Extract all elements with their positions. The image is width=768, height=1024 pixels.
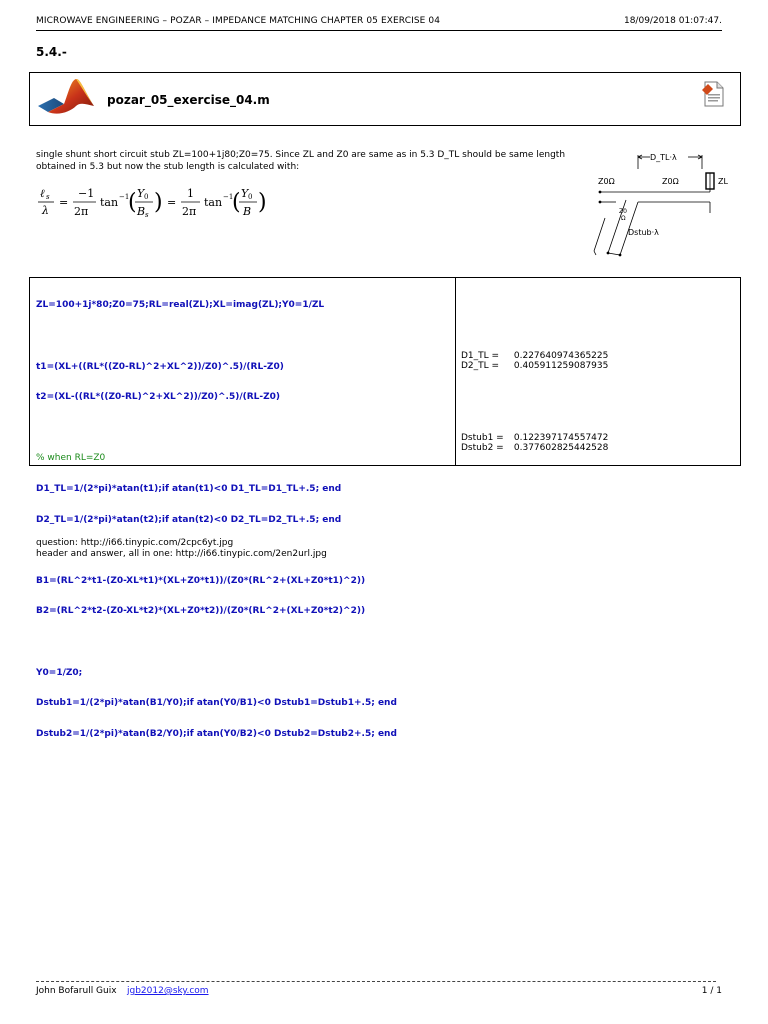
footer-email-link[interactable]: jgb2012@sky.com	[127, 986, 209, 996]
header-title: MICROWAVE ENGINEERING – POZAR – IMPEDANCE MATCHING CHAPTER 05 EXERCISE 04	[36, 16, 441, 26]
svg-text:ℓ: ℓ	[40, 187, 45, 200]
result-value: 0.122397174557472	[513, 433, 609, 443]
tl-results	[461, 351, 608, 371]
svg-text:Y: Y	[241, 187, 249, 200]
code-line: B2=(RL^2*t2-(Z0-XL*t2)*(XL+Z0*t2))/(Z0*(RL^2+(XL+Z0*t2)^2))	[36, 606, 366, 617]
footer-rule	[36, 981, 716, 982]
file-box	[29, 72, 741, 126]
svg-text:tan: tan	[204, 196, 223, 209]
dstub-label: Dstub·λ	[628, 228, 659, 237]
code-comment: % when RL=Z0	[36, 453, 106, 464]
svg-text:B: B	[243, 205, 252, 218]
svg-text:−1: −1	[78, 187, 95, 200]
code-line: Y0=1/Z0;	[36, 667, 83, 678]
svg-text:B: B	[137, 205, 146, 218]
svg-text:−1: −1	[223, 193, 234, 201]
stub-circuit-diagram	[592, 143, 742, 265]
svg-text:tan: tan	[100, 196, 119, 209]
svg-text:0: 0	[144, 193, 149, 201]
svg-text:): )	[154, 190, 163, 215]
code-line: Dstub2=1/(2*pi)*atan(B2/Y0);if atan(Y0/B2)<0 Dstub2=Dstub2+.5; end	[36, 728, 397, 739]
svg-text:λ: λ	[42, 204, 49, 217]
z0-stub-label: Z0	[619, 208, 627, 215]
page-header	[36, 14, 722, 31]
zl-label: ZL	[718, 177, 728, 186]
problem-description: single shunt short circuit stub ZL=100+1j80;Z0=75. Since ZL and Z0 are same as in 5.3 D_TL should be same length obtained in 5.3 but now the stub length is calculated with:	[36, 150, 566, 172]
svg-text:=: =	[167, 196, 177, 209]
svg-text:s: s	[46, 193, 50, 201]
d-tl-label: D_TL·λ	[650, 153, 677, 162]
code-line: ZL=100+1j*80;Z0=75;RL=real(ZL);XL=imag(ZL);Y0=1/ZL	[36, 300, 325, 311]
matlab-code	[36, 280, 397, 759]
z0-left-label: Z0Ω	[598, 177, 615, 186]
svg-text:0: 0	[248, 193, 253, 201]
question-link: question: http://i66.tinypic.com/2cpc6yt.jpg	[36, 538, 234, 548]
svg-text:): )	[258, 190, 267, 215]
result-label: D2_TL =	[461, 361, 500, 372]
page-number: 1 / 1	[701, 986, 722, 996]
code-line: B1=(RL^2*t1-(Z0-XL*t1)*(XL+Z0*t1))/(Z0*(RL^2+(XL+Z0*t1)^2))	[36, 575, 366, 586]
svg-text:−1: −1	[119, 193, 130, 201]
svg-text:2π: 2π	[182, 205, 197, 218]
file-name: pozar_05_exercise_04.m	[107, 93, 270, 107]
svg-text:1: 1	[187, 187, 194, 200]
svg-text:(: (	[128, 190, 137, 215]
svg-text:(: (	[232, 190, 241, 215]
code-line: t1=(XL+((RL*((Z0-RL)^2+XL^2))/Z0)^.5)/(RL-Z0)	[36, 361, 284, 372]
code-line: Dstub1=1/(2*pi)*atan(B1/Y0);if atan(Y0/B1)<0 Dstub1=Dstub1+.5; end	[36, 698, 397, 709]
stub-results	[461, 433, 608, 453]
result-label: Dstub2 =	[461, 443, 504, 454]
svg-text:s: s	[145, 211, 149, 219]
z0-right-label: Z0Ω	[662, 177, 679, 186]
svg-text:=: =	[59, 196, 69, 209]
result-label: Dstub1 =	[461, 433, 504, 443]
reference-links	[36, 538, 327, 560]
result-value: 0.405911259087935	[513, 361, 609, 372]
header-answer-link: header and answer, all in one: http://i66.tinypic.com/2en2url.jpg	[36, 549, 327, 559]
code-line: D2_TL=1/(2*pi)*atan(t2);if atan(t2)<0 D2_TL=D2_TL+.5; end	[36, 514, 342, 525]
svg-text:Y: Y	[137, 187, 145, 200]
result-value: 0.227640974365225	[513, 351, 609, 361]
matlab-logo-icon	[36, 76, 96, 121]
section-number: 5.4.-	[36, 45, 67, 59]
footer-author: John Bofarull Guix	[36, 986, 117, 996]
code-line: t2=(XL-((RL*((Z0-RL)^2+XL^2))/Z0)^.5)/(RL-Z0)	[36, 392, 281, 403]
stub-length-formula	[36, 180, 306, 222]
stub-ohm-label: Ω	[621, 215, 626, 222]
result-label: D1_TL =	[461, 351, 500, 361]
document-icon	[700, 80, 726, 108]
code-results-divider	[455, 278, 456, 465]
result-value: 0.377602825442528	[513, 443, 609, 454]
code-line: D1_TL=1/(2*pi)*atan(t1);if atan(t1)<0 D1_TL=D1_TL+.5; end	[36, 483, 342, 494]
header-datetime: 18/09/2018 01:07:47.	[623, 16, 722, 26]
svg-text:2π: 2π	[74, 205, 89, 218]
